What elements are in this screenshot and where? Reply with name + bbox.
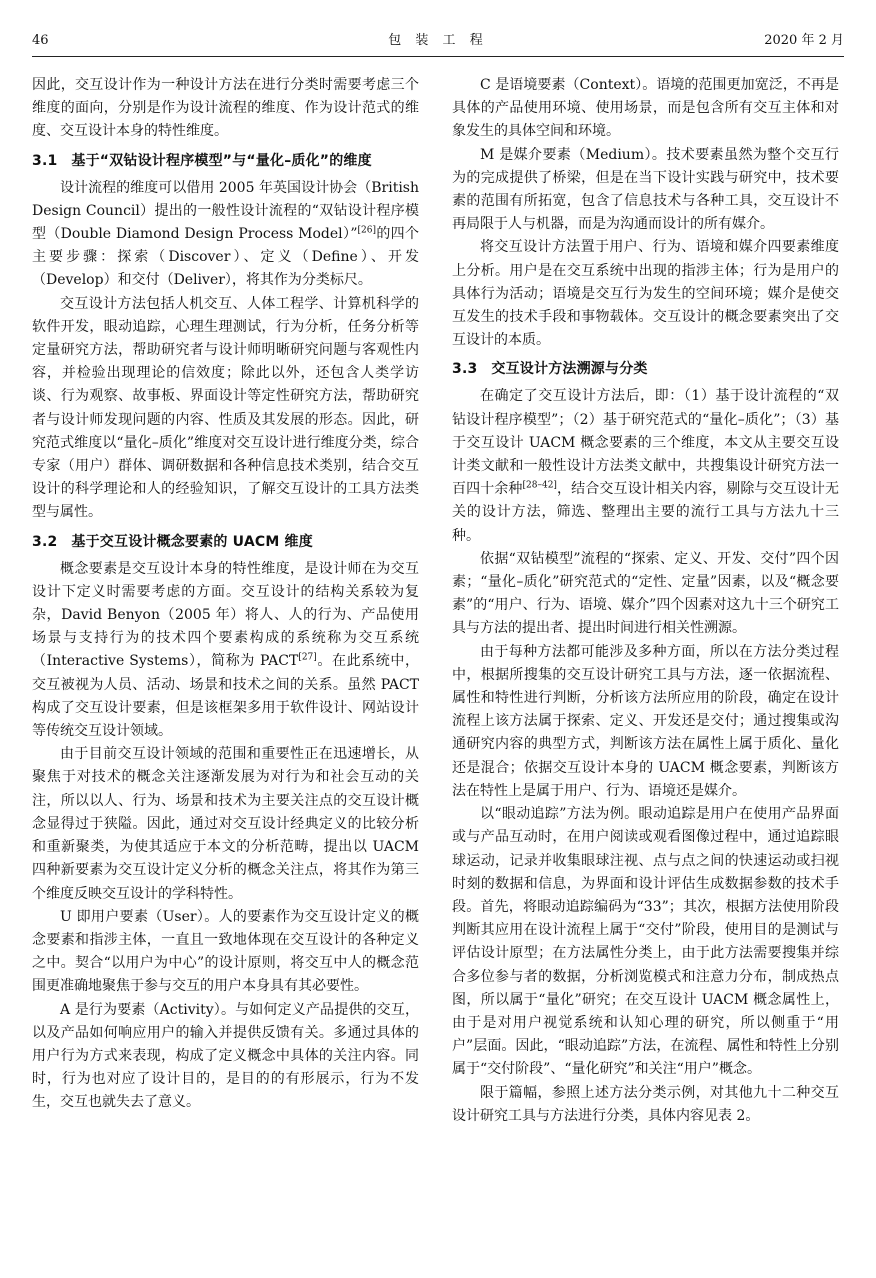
body-paragraph: 限于篇幅，参照上述方法分类示例，对其他九十二种交互设计研究工具与方法进行分类，具体内容见表 2。: [452, 1084, 839, 1124]
section-number: 3.3: [452, 361, 478, 378]
intro-paragraph: 因此，交互设计作为一种设计方法在进行分类时需要考虑三个维度的面向，分别是作为设计流程的维度、作为设计范式的维度、交互设计本身的特性维度。: [32, 77, 419, 140]
citation-ref[interactable]: [27]: [298, 652, 317, 663]
body-paragraph: 由于每种方法都可能涉及多种方面，所以在方法分类过程中，根据所搜集的交互设计研究工具与方法，逐一依据流程、属性和特性进行判断，分析该方法所应用的阶段，确定在设计流程上该方法属于探索、定义、开发还是交付；通过搜集或沟通研究内容的典型方式，判断该方法在属性上属于质化、量化还是混合；依据交互设计本身的 UACM 概念要素，判断该方法在特性上是属于用户、行为、语境还是媒介。: [452, 643, 839, 799]
right-column: [452, 74, 839, 1128]
body-paragraph: 以“眼动追踪”方法为例。眼动追踪是用户在使用产品界面或与产品互动时，在用户阅读或观看图像过程中，通过追踪眼球运动，记录并收集眼球注视、点与点之间的快速运动或扫视时刻的数据和信息，为界面和设计评估生成数据参数的技术手段。首先，将眼动追踪编码为“33”；其次，根据方法使用阶段判断其应用在设计流程上属于“交付”阶段，使用目的是测试与评估设计原型；在方法属性分类上，由于此方法需要搜集并综合多位参与者的数据，分析浏览模式和注意力分布，制成热点图，所以属于“量化”研究；在交互设计 UACM 概念属性上，由于是对用户视觉系统和认知心理的研究，所以侧重于“用户”层面。因此，“眼动追踪”方法，在流程、属性和特性上分别属于“交付阶段”、“量化研究”和关注“用户”概念。: [452, 806, 839, 1078]
section-title: 交互设计方法溯源与分类: [491, 361, 648, 378]
body-paragraph: 在确定了交互设计方法后，即：（1）基于设计流程的“双钻设计程序模型”；（2）基于研究范式的“量化–质化”；（3）基于交互设计 UACM 概念要素的三个维度，本文从主要交互设计类文献和一般性设计方法类文献中，共搜集设计研究方法一百四十余种[28–42]，结合交互设计相关内容，剔除与交互设计无关的设计方法，筛选、整理出主要的流行工具与方法九十三种。: [452, 388, 840, 544]
body-paragraph: C 是语境要素（Context）。语境的范围更加宽泛，不再是具体的产品使用环境、使用场景，而是包含所有交互主体和对象发生的具体空间和环境。: [452, 77, 839, 140]
body-paragraph: A 是行为要素（Activity）。与如何定义产品提供的交互，以及产品如何响应用户的输入并提供反馈有关。多通过具体的用户行为方式来表现，构成了定义概念中具体的关注内容。同时，行为也对应了设计目的，是目的的有形展示，行为不发生，交互也就失去了意义。: [32, 1001, 419, 1111]
section-title: 基于“双钻设计程序模型”与“量化–质化”的维度: [71, 152, 372, 169]
section-heading-3-2: [32, 532, 419, 552]
body-paragraph: 设计流程的维度可以借用 2005 年英国设计协会（British Design Council）提出的一般性设计流程的“双钻设计程序模型（Double Diamond Design Process Model）”[26]的四个主要步骤：探索（Discover）、定义（Define）、开发（Develop）和交付（Deliver），将其作为分类标尺。: [32, 179, 420, 289]
body-paragraph: 交互设计方法包括人机交互、人体工程学、计算机科学的软件开发，眼动追踪，心理生理测试，行为分析，任务分析等定量研究方法，帮助研究者与设计师明晰研究问题与客观性内容，并检验出现理论的信效度；除此以外，还包含人类学访谈、行为观察、故事板、界面设计等定性研究方法，帮助研究者与设计师发现问题的内容、性质及其发展的形态。因此，研究范式维度以“量化–质化”维度对交互设计进行维度分类，综合专家（用户）群体、调研数据和各种信息技术类别，结合交互设计的科学理论和人的经验知识，了解交互设计的工具方法类型与属性。: [32, 295, 419, 521]
running-header: [32, 30, 844, 54]
left-column: [32, 74, 419, 1115]
journal-title: 包 装 工 程: [388, 33, 488, 48]
header-rule: [32, 56, 844, 57]
section-heading-3-1: [32, 151, 419, 171]
citation-ref[interactable]: [26]: [357, 225, 376, 236]
body-paragraph: 由于目前交互设计领域的范围和重要性正在迅速增长，从聚焦于对技术的概念关注逐渐发展为对行为和社会互动的关注，所以以人、行为、场景和技术为主要关注点的交互设计概念显得过于狭隘。因此，通过对交互设计经典定义的比较分析和重新聚类，为使其适应于本文的分析范畴，提出以 UACM 四种新要素为交互设计定义分析的概念关注点，将其作为第三个维度反映交互设计的学科特性。: [32, 746, 419, 902]
body-paragraph: 将交互设计方法置于用户、行为、语境和媒介四要素维度上分析。用户是在交互系统中出现的指涉主体；行为是用户的具体行为活动；语境是交互行为发生的空间环境；媒介是使交互发生的技术手段和事物载体。交互设计的概念要素突出了交互设计的本质。: [452, 239, 839, 349]
section-heading-3-3: [452, 359, 839, 379]
section-number: 3.2: [32, 533, 58, 550]
section-number: 3.1: [32, 152, 58, 169]
body-paragraph: 概念要素是交互设计本身的特性维度，是设计师在为交互设计下定义时需要考虑的方面。交互设计的结构关系较为复杂，David Benyon（2005 年）将人、人的行为、产品使用场景与支持行为的技术四个要素构成的系统称为交互系统（Interactive Systems），简称为 PACT[27]。在此系统中，交互被视为人员、活动、场景和技术之间的关系。虽然 PACT 构成了交互设计要素，但是该框架多用于软件设计、网站设计等传统交互设计领域。: [32, 560, 420, 740]
issue-date: 2020 年 2 月: [764, 33, 844, 48]
citation-ref[interactable]: [28–42]: [522, 480, 557, 491]
body-paragraph: M 是媒介要素（Medium）。技术要素虽然为整个交互行为的完成提供了桥梁，但是在当下设计实践与研究中，技术要素的范围有所拓宽，包含了信息技术与各种工具，交互设计不再局限于人与机器，而是为沟通而设计的所有媒介。: [452, 146, 839, 233]
body-paragraph: 依据“双钻模型”流程的“探索、定义、开发、交付”四个因素；“量化–质化”研究范式的“定性、定量”因素，以及“概念要素”的“用户、行为、语境、媒介”四个因素对这九十三个研究工具与方法的提出者、提出时间进行相关性溯源。: [452, 550, 839, 637]
page-number: 46: [32, 33, 49, 48]
section-title: 基于交互设计概念要素的 UACM 维度: [71, 533, 313, 550]
body-paragraph: U 即用户要素（User）。人的要素作为交互设计定义的概念要素和指涉主体，一直且一致地体现在交互设计的各种定义之中。契合“以用户为中心”的设计原则，将交互中人的概念范围更准确地聚焦于参与交互的用户本身具有其必要性。: [32, 908, 419, 995]
